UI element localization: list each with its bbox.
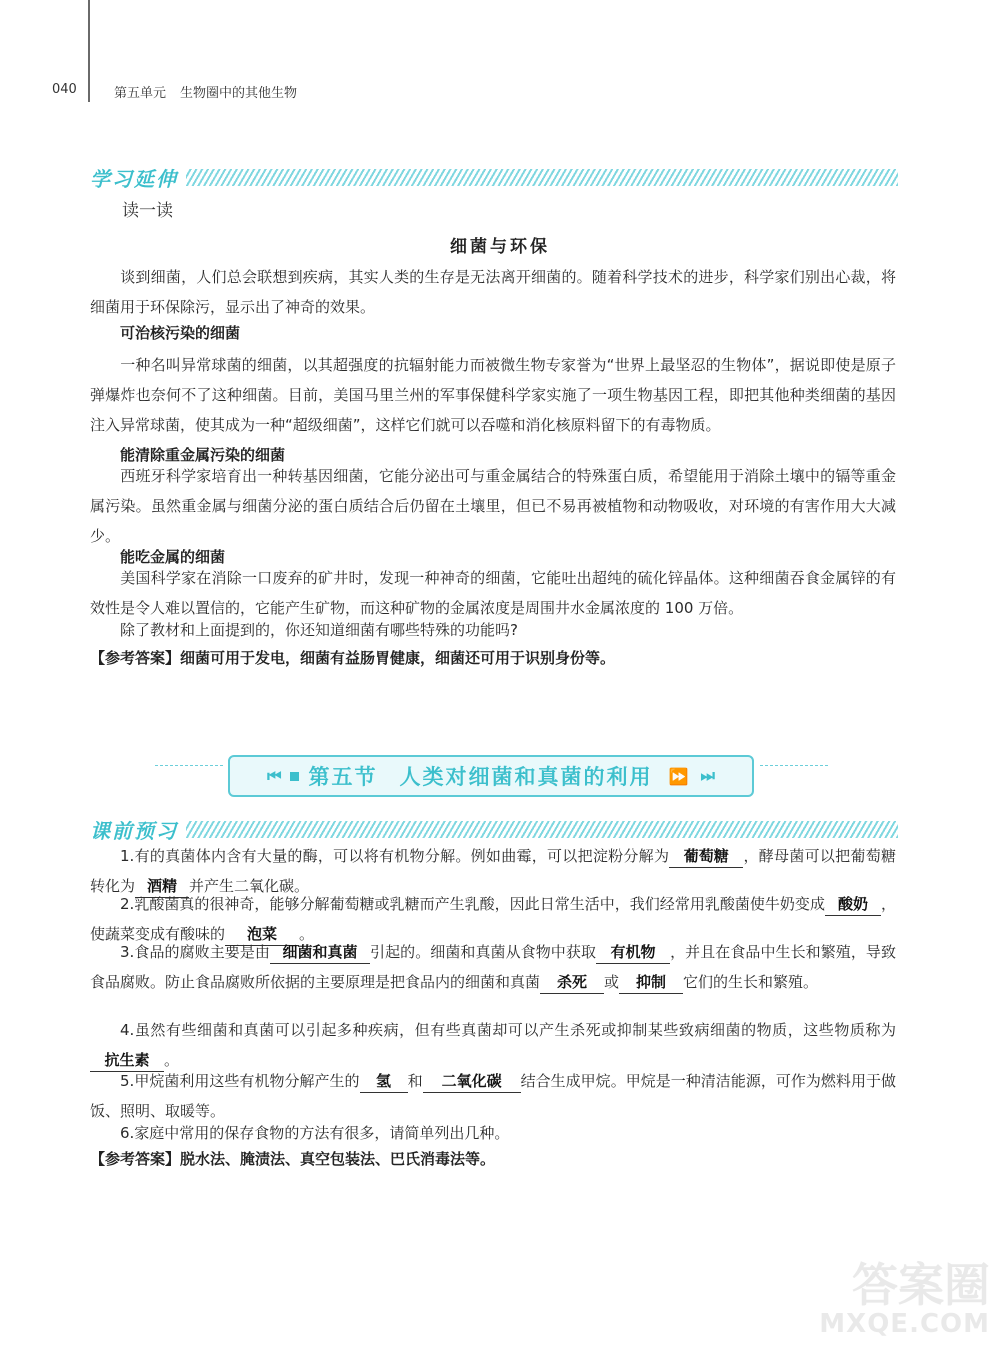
section-banner — [228, 755, 754, 797]
watermark-logo: 答案圈 MXQE.COM — [819, 1258, 990, 1339]
question-3: 3.食品的腐败主要是由 细菌和真菌 引起的。细菌和真菌从食物中获取 有机物 ，并且在食品中生长和繁殖，导致食品腐败。防止食品腐败所依据的主要原理是把食品内的细菌和真菌 杀死 或 抑制 它们的生长和繁殖。 — [90, 937, 896, 997]
banner-dash-right — [760, 765, 828, 766]
banner-dash-left — [155, 765, 223, 766]
answer-blank: 有机物 — [596, 941, 670, 964]
subsection-text-1: 一种名叫异常球菌的细菌，以其超强度的抗辐射能力而被微生物专家誉为“世界上最坚忍的生物体”，据说即使是原子弹爆炸也奈何不了这种细菌。目前，美国马里兰州的军事保健科学家实施了一项生物基因工程，即把其他种类细菌的基因注入异常球菌，使其成为一种“超级细菌”，这样它们就可以吞噬和消化核原料留下的有毒物质。 — [90, 356, 896, 434]
question-5: 5.甲烷菌利用这些有机物分解产生的 氢 和 二氧化碳 结合生成甲烷。甲烷是一种清洁能源，可作为燃料用于做饭、照明、取暖等。 — [90, 1072, 896, 1120]
answer-blank: 抗生素 — [90, 1049, 164, 1072]
fast-forward-icon: ⏩ — [668, 766, 689, 786]
article-intro: 谈到细菌，人们总会联想到疾病，其实人类的生存是无法离开细菌的。随着科学技术的进步，科学家们别出心裁，将细菌用于环保除污，显示出了神奇的效果。 — [90, 268, 896, 316]
unit-label: 第五单元 — [114, 86, 167, 101]
answer-blank: 氢 — [360, 1070, 408, 1093]
section-heading-preview — [90, 817, 898, 841]
answer-blank: 杀死 — [540, 971, 604, 994]
margin-rule — [88, 0, 90, 102]
question-2: 2.乳酸菌真的很神奇，能够分解葡萄糖或乳糖而产生乳酸，因此日常生活中，我们经常用乳酸菌使牛奶变成 酸奶 ，使蔬菜变成有酸味的 泡菜 。 — [90, 889, 896, 949]
running-header — [114, 82, 297, 101]
answer-blank: 细菌和真菌 — [270, 941, 370, 964]
section-heading-extension — [90, 165, 898, 189]
extension-answer: 【参考答案】细菌可用于发电，细菌有益肠胃健康，细菌还可用于识别身份等。 — [90, 649, 616, 667]
subsection-title-1: 可治核污染的细菌 — [120, 324, 241, 342]
question-6: 6.家庭中常用的保存食物的方法有很多，请简单列出几种。 — [120, 1124, 510, 1142]
banner-section-number: 第五节 — [308, 765, 378, 789]
preview-answer: 【参考答案】脱水法、腌渍法、真空包装法、巴氏消毒法等。 — [90, 1150, 496, 1168]
subsection-text-3: 美国科学家在消除一口废弃的矿井时，发现一种神奇的细菌，它能吐出超纯的硫化锌晶体。这种细菌吞食金属锌的有效性是令人难以置信的，它能产生矿物，而这种矿物的金属浓度是周围井水金属浓度的 100 万倍。 — [90, 569, 896, 617]
section-heading-label: 学习延伸 — [90, 166, 178, 191]
subsection-title-3: 能吃金属的细菌 — [120, 548, 226, 566]
section-heading-label: 课前预习 — [90, 818, 178, 843]
skip-back-icon: ⏮ — [267, 766, 282, 785]
heading-hatch-bar — [186, 169, 898, 186]
subsection-title-2: 能清除重金属污染的细菌 — [120, 446, 286, 464]
question-4: 4.虽然有些细菌和真菌可以引起多种疾病，但有些真菌却可以产生杀死或抑制某些致病细菌的物质，这些物质称为抗生素 。 — [90, 1015, 896, 1075]
banner-title: 人类对细菌和真菌的利用 — [399, 765, 653, 789]
answer-blank: 抑制 — [619, 971, 683, 994]
skip-forward-icon: ⏭ — [700, 766, 715, 785]
extension-question: 除了教材和上面提到的，你还知道细菌有哪些特殊的功能吗? — [120, 621, 518, 639]
page-number: 040 — [52, 82, 77, 97]
answer-blank: 葡萄糖 — [669, 845, 743, 868]
answer-blank: 泡菜 — [225, 923, 299, 946]
square-bullet-icon — [290, 772, 299, 781]
article-title: 细菌与环保 — [450, 237, 550, 257]
chapter-label: 生物圈中的其他生物 — [180, 86, 298, 101]
subsection-text-2: 西班牙科学家培育出一种转基因细菌，它能分泌出可与重金属结合的特殊蛋白质，希望能用于消除土壤中的镉等重金属污染。虽然重金属与细菌分泌的蛋白质结合后仍留在土壤里，但已不易再被植物和动物吸收，对环境的有害作用大大减少。 — [90, 467, 896, 545]
heading-hatch-bar — [186, 821, 898, 838]
question-1: 1.有的真菌体内含有大量的酶，可以将有机物分解。例如曲霉，可以把淀粉分解为 葡萄糖 ，酵母菌可以把葡萄糖转化为 酒精 并产生二氧化碳。 — [90, 841, 896, 901]
sub-heading-read: 读一读 — [122, 201, 173, 221]
answer-blank: 二氧化碳 — [423, 1070, 521, 1093]
answer-blank: 酒精 — [135, 875, 189, 898]
answer-blank: 酸奶 — [825, 893, 881, 916]
